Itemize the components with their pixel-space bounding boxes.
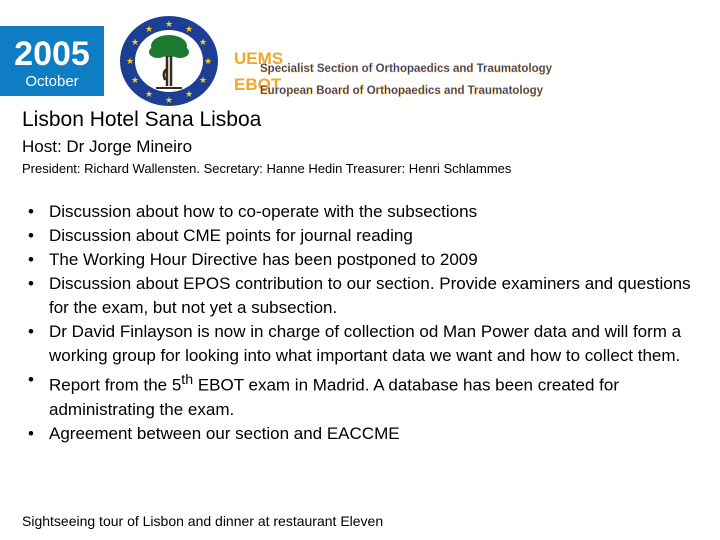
svg-text:★: ★ — [184, 24, 194, 34]
meeting-venue: Lisbon Hotel Sana Lisboa — [22, 108, 262, 131]
year-label: 2005 — [14, 35, 90, 73]
year-badge — [0, 26, 104, 96]
logo-uems-text: UEMS — [234, 49, 284, 68]
month-label: October — [25, 73, 79, 90]
svg-text:★: ★ — [198, 37, 208, 47]
list-item: • Discussion about EPOS contribution to our section. Provide examiners and questions for the exam, but not yet a subsection. — [22, 272, 702, 320]
ordinal-suffix: th — [181, 372, 194, 388]
list-item: • Discussion about CME points for journal reading — [22, 224, 702, 248]
society-emblem-icon — [118, 14, 220, 108]
logo-ebot-text: EBOT — [234, 75, 282, 94]
svg-text:★: ★ — [203, 56, 213, 66]
list-item: • Discussion about how to co-operate with the subsections — [22, 200, 702, 224]
list-item — [22, 368, 702, 422]
list-item-text: Report from the 5 — [49, 375, 182, 395]
svg-text:★: ★ — [130, 75, 140, 85]
svg-text:★: ★ — [144, 89, 154, 99]
discussion-list — [22, 200, 702, 446]
svg-text:★: ★ — [125, 56, 135, 66]
footer-note: Sightseeing tour of Lisbon and dinner at restaurant Eleven — [22, 513, 384, 529]
meeting-host: Host: Dr Jorge Mineiro — [22, 137, 193, 156]
svg-text:★: ★ — [198, 75, 208, 85]
svg-text:★: ★ — [184, 89, 194, 99]
list-item: • Dr David Finlayson is now in charge of collection od Man Power data and will form a working group for looking into what important data we want and how to collect them. — [22, 320, 702, 368]
uems-ebot-logo — [232, 48, 632, 98]
list-item-text: EBOT exam in Madrid. A database has been created for administrating the exam. — [49, 375, 619, 419]
list-item: • Agreement between our section and EACCME — [22, 422, 702, 446]
meeting-officers: President: Richard Wallensten. Secretary: Hanne Hedin Treasurer: Henri Schlammes — [22, 161, 512, 176]
logo-line-1: Specialist Section of Orthopaedics and Traumatology — [260, 63, 553, 75]
svg-text:★: ★ — [164, 19, 174, 29]
list-item: • The Working Hour Directive has been postponed to 2009 — [22, 248, 702, 272]
svg-text:★: ★ — [130, 37, 140, 47]
svg-text:★: ★ — [144, 24, 154, 34]
svg-text:★: ★ — [164, 95, 174, 105]
logo-line-2: European Board of Orthopaedics and Traumatology — [260, 85, 544, 97]
